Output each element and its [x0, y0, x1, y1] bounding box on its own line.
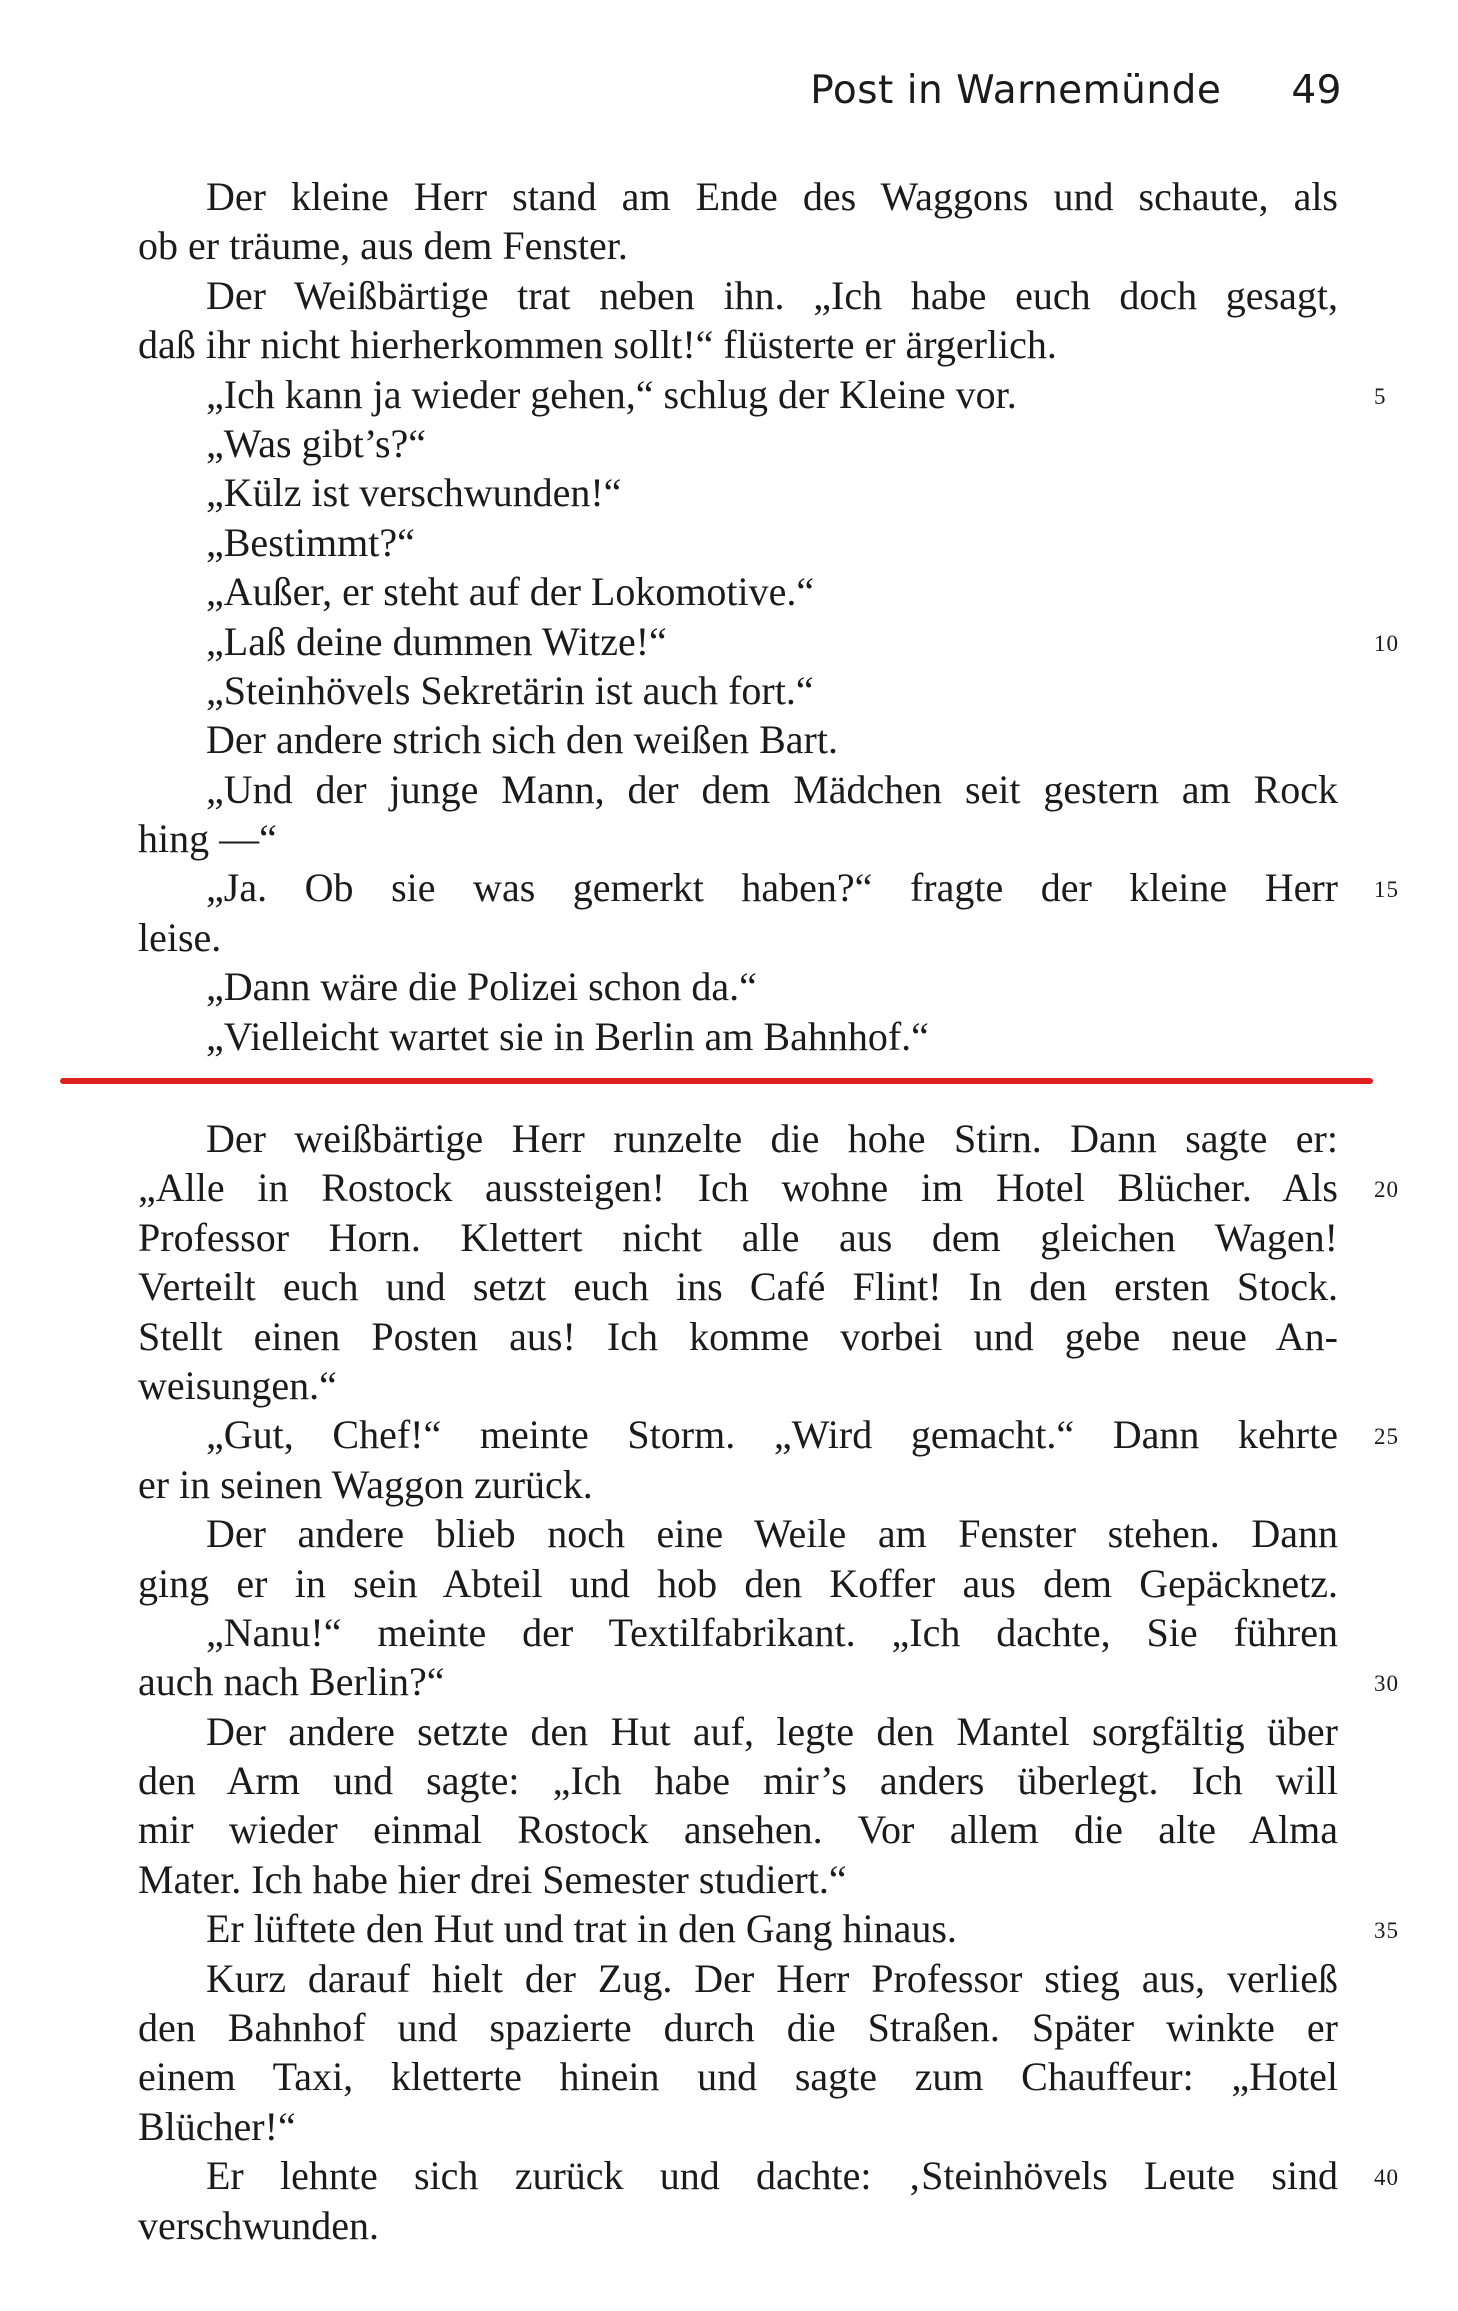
line-text: Er lehnte sich zurück und dachte: ‚Steinhövels Leute sind — [206, 2153, 1338, 2199]
line-text: ob er träume, aus dem Fenster. — [138, 223, 628, 269]
text-line — [138, 419, 1338, 468]
line-text: er in seinen Waggon zurück. — [138, 1461, 593, 1507]
text-line — [138, 1707, 1338, 1756]
text-line — [138, 1114, 1338, 1163]
text-line — [138, 715, 1338, 764]
line-text: Blücher!“ — [138, 2103, 296, 2149]
line-number: 5 — [1374, 383, 1387, 409]
page-number: 49 — [1291, 67, 1342, 113]
line-text: Mater. Ich habe hier drei Semester studiert.“ — [138, 1856, 847, 1902]
text-line — [138, 1805, 1338, 1854]
line-text: „Ich kann ja wieder gehen,“ schlug der Kleine vor. — [206, 371, 1017, 417]
text-line — [138, 1559, 1338, 1608]
line-number: 20 — [1374, 1177, 1399, 1203]
text-line — [138, 1312, 1338, 1361]
text-section-bottom — [138, 1114, 1399, 2250]
page-header — [140, 62, 1342, 118]
text-line — [138, 913, 1338, 962]
text-line — [138, 2201, 1338, 2250]
text-line — [138, 2052, 1338, 2101]
line-number: 10 — [1374, 630, 1399, 656]
text-line — [138, 1608, 1338, 1657]
text-line — [138, 765, 1338, 814]
text-line — [138, 617, 1399, 666]
text-line — [138, 1361, 1338, 1410]
line-text: weisungen.“ — [138, 1362, 337, 1408]
line-number: 40 — [1374, 2165, 1399, 2191]
text-line — [138, 1262, 1338, 1311]
text-line — [138, 2151, 1399, 2200]
line-text: Verteilt euch und setzt euch ins Café Flint! In den ersten Stock. — [138, 1264, 1338, 1310]
line-text: „Außer, er steht auf der Lokomotive.“ — [206, 569, 815, 615]
line-text: „Laß deine dummen Witze!“ — [206, 618, 667, 664]
line-text: „Bestimmt?“ — [206, 519, 415, 565]
text-line — [138, 2003, 1338, 2052]
red-divider-line — [60, 1078, 1373, 1084]
text-line — [138, 567, 1338, 616]
line-text: Der andere setzte den Hut auf, legte den Mantel sorgfältig über — [206, 1708, 1338, 1754]
line-number: 35 — [1374, 1918, 1399, 1944]
line-number: 25 — [1374, 1424, 1399, 1450]
line-text: „Und der junge Mann, der dem Mädchen seit gestern am Rock — [206, 766, 1338, 812]
line-text: Der andere blieb noch eine Weile am Fenster stehen. Dann — [206, 1511, 1338, 1557]
line-text: „Nanu!“ meinte der Textilfabrikant. „Ich dachte, Sie führen — [206, 1609, 1338, 1655]
line-text: ging er in sein Abteil und hob den Koffer aus dem Gepäcknetz. — [138, 1560, 1338, 1606]
text-line — [138, 1410, 1399, 1459]
text-line — [138, 1855, 1338, 1904]
text-line — [138, 271, 1338, 320]
text-line — [138, 2102, 1338, 2151]
text-line — [138, 370, 1387, 419]
line-text: den Arm und sagte: „Ich habe mir’s anders überlegt. Ich will — [138, 1758, 1338, 1804]
text-line — [138, 814, 1338, 863]
line-text: „Steinhövels Sekretärin ist auch fort.“ — [206, 667, 814, 713]
text-line — [138, 1657, 1399, 1706]
line-text: auch nach Berlin?“ — [138, 1659, 445, 1705]
line-text: Professor Horn. Klettert nicht alle aus dem gleichen Wagen! — [138, 1214, 1338, 1260]
line-number: 30 — [1374, 1671, 1399, 1697]
line-text: „Was gibt’s?“ — [206, 420, 427, 466]
text-line — [138, 666, 1338, 715]
text-line — [138, 1954, 1338, 2003]
text-line — [138, 172, 1338, 221]
line-text: „Vielleicht wartet sie in Berlin am Bahnhof.“ — [206, 1013, 929, 1059]
text-line — [138, 863, 1399, 912]
line-text: hing —“ — [138, 816, 277, 862]
line-text: „Alle in Rostock aussteigen! Ich wohne im Hotel Blücher. Als — [138, 1165, 1338, 1211]
line-text: mir wieder einmal Rostock ansehen. Vor allem die alte Alma — [138, 1807, 1338, 1853]
line-text: Der Weißbärtige trat neben ihn. „Ich habe euch doch gesagt, — [206, 272, 1338, 318]
line-text: „Gut, Chef!“ meinte Storm. „Wird gemacht.“ Dann kehrte — [206, 1412, 1338, 1458]
line-text: verschwunden. — [138, 2202, 380, 2248]
line-text: Der kleine Herr stand am Ende des Waggons und schaute, als — [206, 174, 1338, 219]
line-text: „Külz ist verschwunden!“ — [206, 470, 622, 516]
text-line — [138, 962, 1338, 1011]
text-line — [138, 1904, 1399, 1953]
line-number: 15 — [1374, 877, 1399, 903]
line-text: den Bahnhof und spazierte durch die Straßen. Später winkte er — [138, 2005, 1338, 2051]
text-line — [138, 1756, 1338, 1805]
text-line — [138, 320, 1338, 369]
text-line — [138, 221, 1338, 270]
line-text: Kurz darauf hielt der Zug. Der Herr Professor stieg aus, verließ — [206, 1955, 1338, 2001]
line-text: leise. — [138, 914, 222, 960]
text-line — [138, 1213, 1338, 1262]
line-text: Er lüftete den Hut und trat in den Gang hinaus. — [206, 1906, 957, 1952]
text-line — [138, 1012, 1338, 1061]
text-line — [138, 1460, 1338, 1509]
running-title: Post in Warnemünde — [810, 67, 1222, 113]
text-section-top — [138, 172, 1399, 1061]
text-line — [138, 1509, 1338, 1558]
line-text: Der andere strich sich den weißen Bart. — [206, 717, 838, 763]
line-text: „Dann wäre die Polizei schon da.“ — [206, 964, 757, 1010]
line-text: einem Taxi, kletterte hinein und sagte zum Chauffeur: „Hotel — [138, 2054, 1338, 2100]
text-line — [138, 518, 1338, 567]
line-text: daß ihr nicht hierherkommen sollt!“ flüsterte er ärgerlich. — [138, 322, 1057, 368]
text-line — [138, 1163, 1399, 1212]
line-text: Stellt einen Posten aus! Ich komme vorbei und gebe neue An- — [138, 1313, 1338, 1359]
line-text: Der weißbärtige Herr runzelte die hohe Stirn. Dann sagte er: — [206, 1116, 1338, 1161]
text-line — [138, 468, 1338, 517]
line-text: „Ja. Ob sie was gemerkt haben?“ fragte der kleine Herr — [206, 865, 1338, 911]
